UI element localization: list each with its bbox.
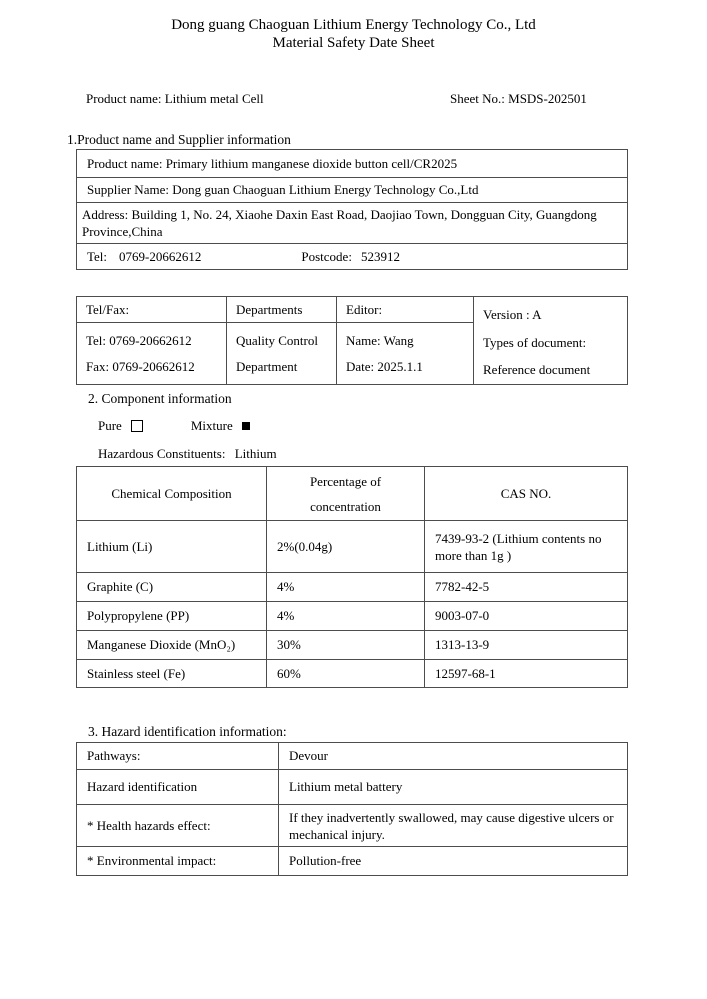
product-row-text: Product name: Primary lithium manganese dioxide button cell/CR2025	[87, 155, 458, 171]
editor-name-line: Name: Wang	[346, 333, 414, 348]
fax-line: Fax: 0769-20662612	[86, 359, 195, 374]
hazard-table	[76, 742, 628, 876]
component-name: Manganese Dioxide (MnO₂)	[77, 630, 266, 659]
hazard-row-value: Pollution-free	[278, 846, 627, 875]
department-body-cell	[226, 323, 336, 384]
component-cas: 12597-68-1	[424, 659, 627, 687]
address-row-text: Address: Building 1, No. 24, Xiaohe Daxin East Road, Daojiao Town, Dongguan City, Guangdong Province,China	[82, 207, 597, 239]
column-header: CAS NO.	[424, 467, 627, 520]
hazard-row-value: Lithium metal battery	[278, 769, 627, 804]
tel-line: Tel: 0769-20662612	[86, 333, 192, 348]
component-name: Stainless steel (Fe)	[77, 659, 266, 687]
supplier-row-text: Supplier Name: Dong guan Chaoguan Lithium Energy Technology Co.,Ltd	[87, 182, 479, 197]
hazard-row-value: Devour	[278, 743, 627, 769]
section3-heading: 3. Hazard identification information:	[88, 724, 287, 739]
hazardous-constituents-label: Hazardous Constituents:	[98, 446, 226, 461]
mixture-label: Mixture	[190, 418, 233, 433]
component-percentage: 4%	[266, 601, 424, 630]
sheet-number-label: Sheet No.: MSDS-202501	[450, 91, 587, 106]
component-cas: 1313-13-9	[424, 630, 627, 659]
table-row	[77, 150, 627, 177]
editor-header-cell: Editor:	[336, 297, 473, 323]
product-name-label: Product name: Lithium metal Cell	[86, 91, 264, 106]
supplier-info-table	[76, 149, 628, 270]
component-percentage: 2%(0.04g)	[266, 520, 424, 572]
column-header: Percentage of concentration	[266, 467, 424, 520]
component-cas: 7782-42-5	[424, 572, 627, 601]
version-cell	[473, 297, 627, 384]
department-value: Quality Control Department	[236, 332, 318, 374]
column-header: Chemical Composition	[111, 486, 232, 501]
pure-checkbox-unchecked	[131, 420, 143, 432]
table-row	[77, 177, 627, 202]
contact-editor-table	[76, 296, 628, 385]
tel-value: 0769-20662612	[119, 248, 202, 264]
component-percentage: 4%	[266, 572, 424, 601]
hazardous-constituents-line	[98, 446, 277, 462]
component-percentage: 30%	[266, 630, 424, 659]
hazard-row-label: * Health hazards effect:	[77, 804, 278, 846]
doc-type-label: Types of document:	[483, 334, 587, 350]
pure-label: Pure	[98, 418, 122, 433]
tel-label: Tel:	[87, 248, 108, 264]
editor-body-cell	[336, 323, 473, 384]
component-name: Lithium (Li)	[77, 520, 266, 572]
component-name: Polypropylene (PP)	[77, 601, 266, 630]
postcode-label: Postcode:	[301, 248, 352, 264]
hazard-row-value: If they inadvertently swallowed, may cause digestive ulcers or mechanical injury.	[278, 804, 627, 846]
hazard-row-label: * Environmental impact:	[77, 846, 278, 875]
hazardous-constituents-value: Lithium	[234, 446, 277, 461]
mixture-checkbox-checked	[242, 422, 250, 430]
section1-heading: 1.Product name and Supplier information	[67, 132, 291, 147]
hazard-row-label: Pathways:	[87, 748, 141, 763]
pure-mixture-line	[98, 418, 250, 434]
company-title: Dong guang Chaoguan Lithium Energy Technology Co., Ltd	[171, 17, 536, 33]
document-title: Material Safety Date Sheet	[272, 35, 435, 51]
component-name: Graphite (C)	[77, 572, 266, 601]
table-row	[77, 243, 627, 269]
departments-header-cell: Departments	[226, 297, 336, 323]
component-cas: 9003-07-0	[424, 601, 627, 630]
editor-date-line: Date: 2025.1.1	[346, 359, 423, 374]
component-cas: 7439-93-2 (Lithium contents no more than 1g )	[424, 520, 627, 572]
doc-type-value: Reference document	[483, 362, 591, 377]
component-table	[76, 466, 628, 688]
postcode-value: 523912	[360, 248, 400, 264]
table-row	[77, 202, 627, 243]
hazard-row-label: Hazard identification	[77, 769, 278, 804]
section2-heading: 2. Component information	[88, 391, 232, 406]
telfax-header-cell: Tel/Fax:	[77, 297, 226, 323]
telfax-body-cell	[77, 323, 226, 384]
component-percentage: 60%	[266, 659, 424, 687]
version-line: Version : A	[483, 307, 542, 322]
